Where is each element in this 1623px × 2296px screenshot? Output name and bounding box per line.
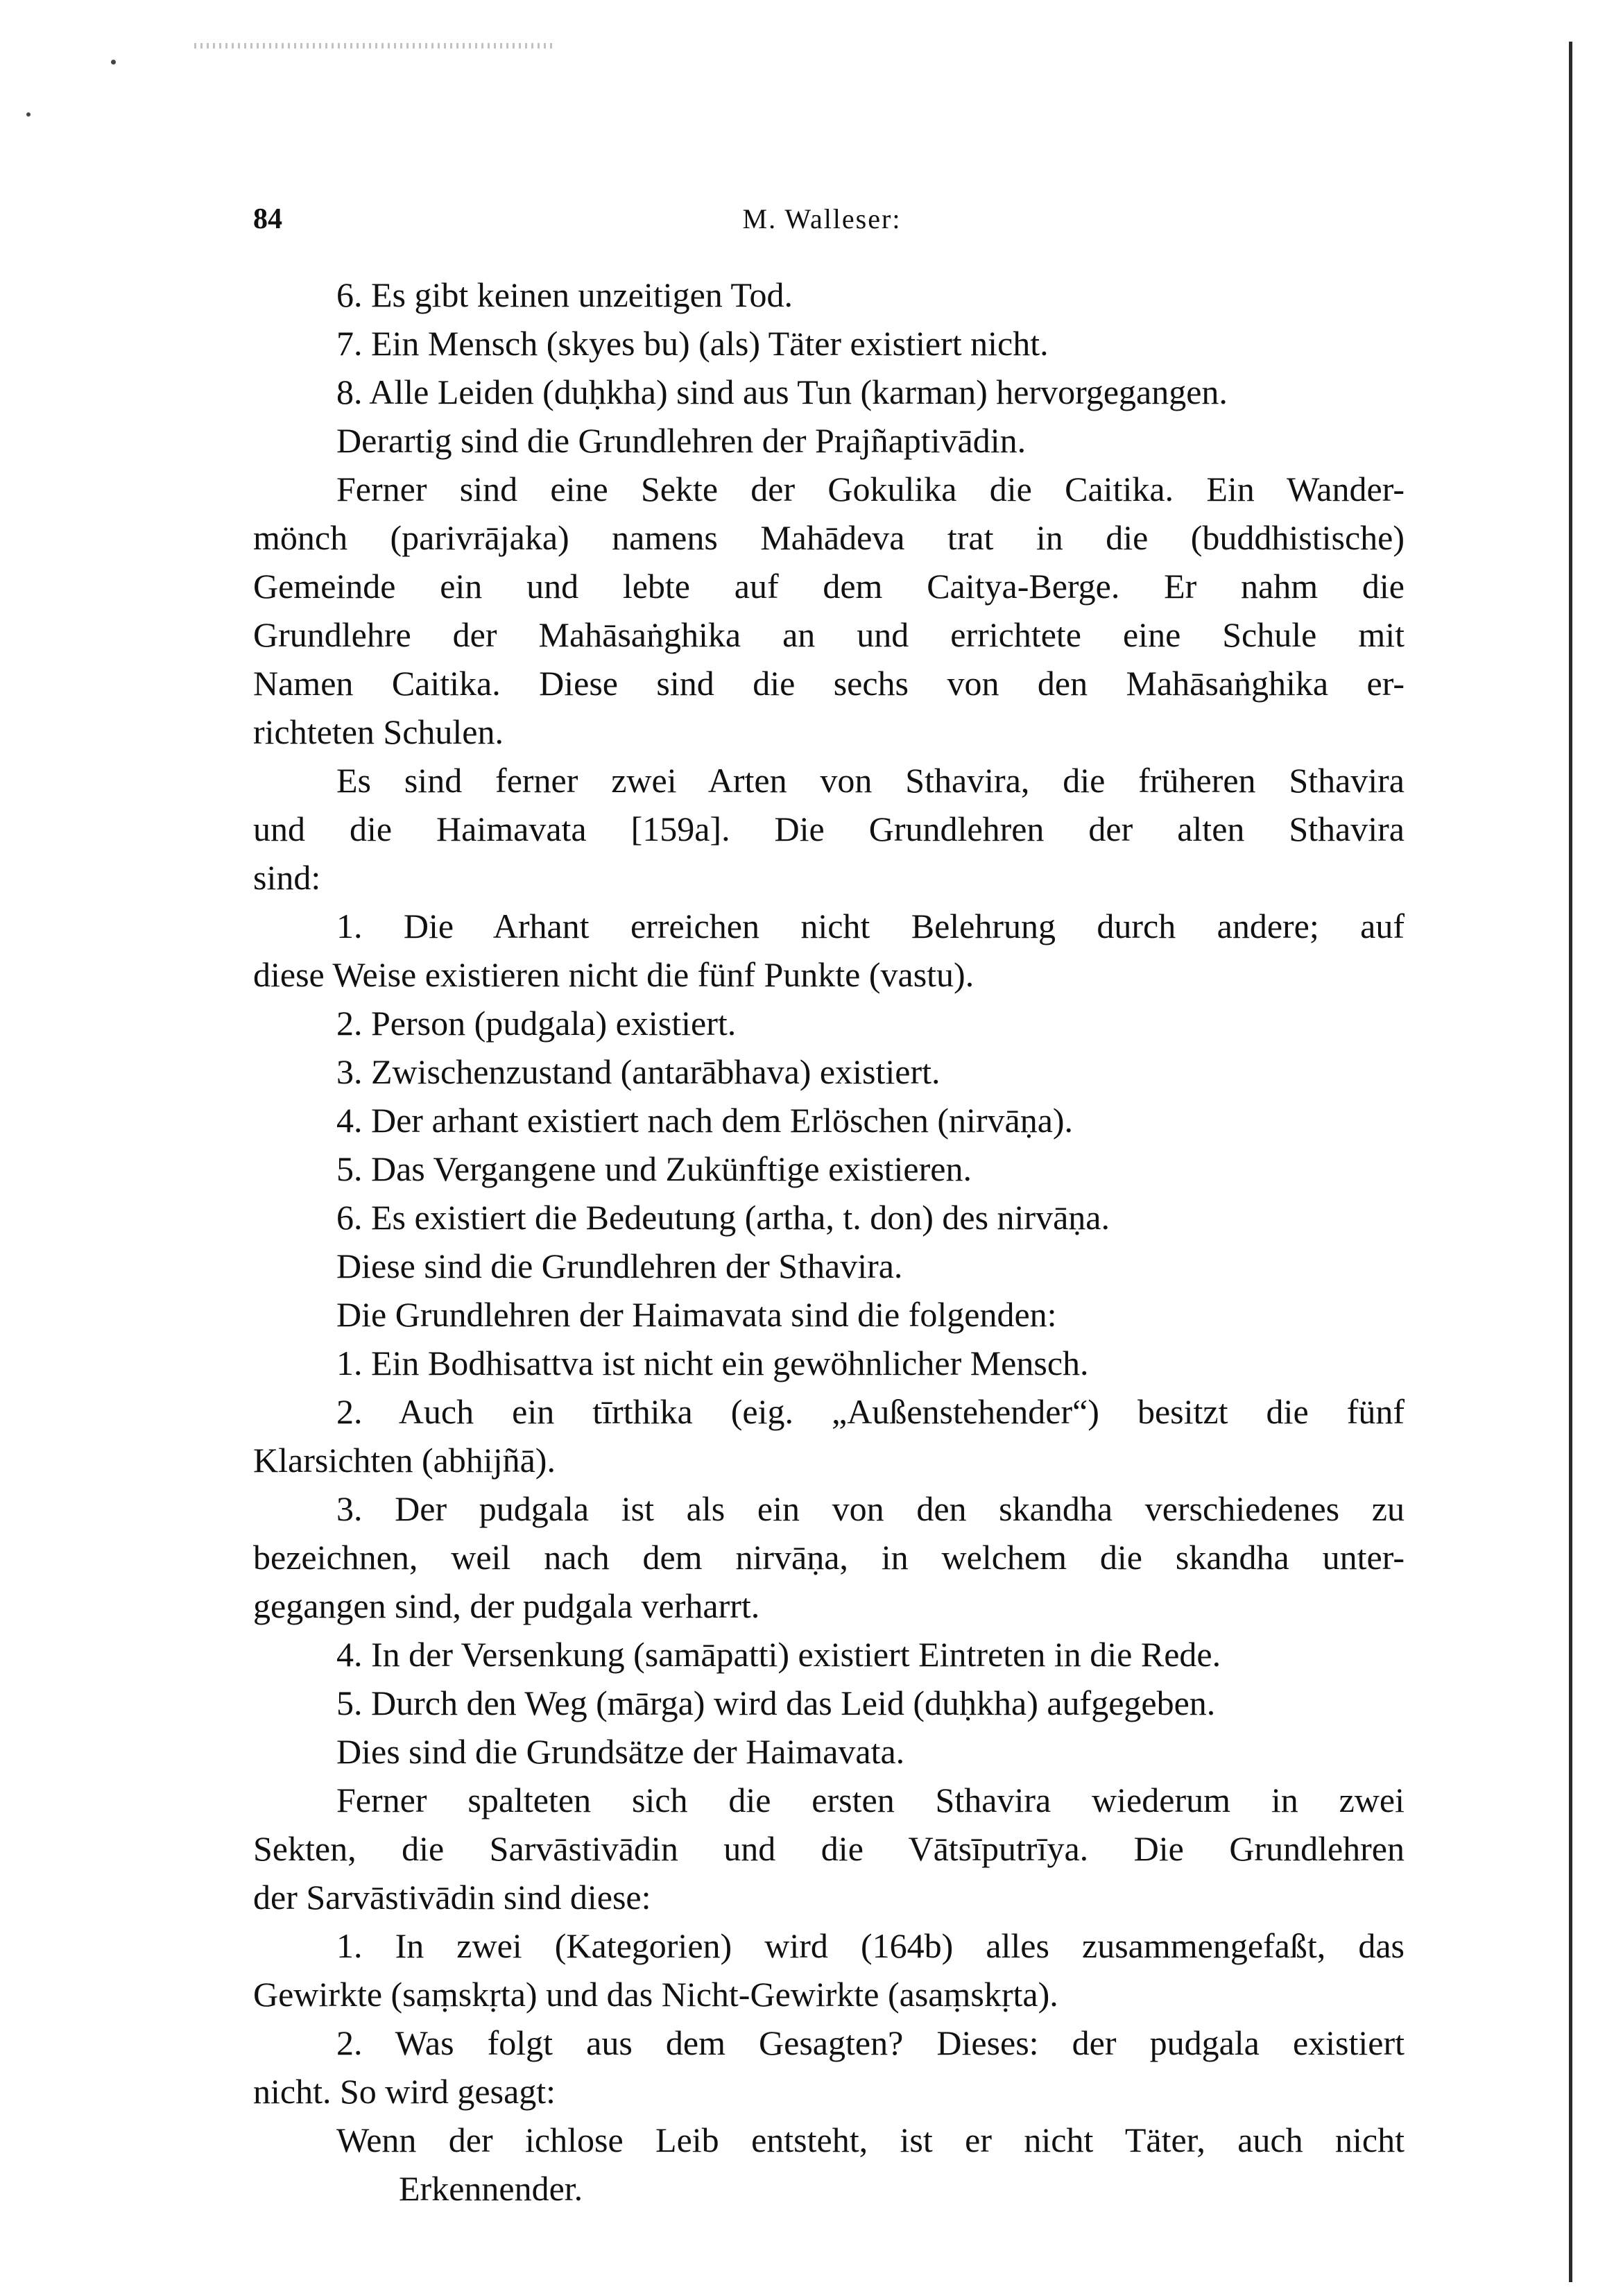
text-line: 2. Person (pudgala) existiert. — [336, 1004, 737, 1043]
text-line: 3. Zwischenzustand (antarābhava) existiert. — [336, 1052, 941, 1091]
text-line: 5. Das Vergangene und Zukünftige existieren. — [336, 1149, 972, 1188]
text-line: 6. Es existiert die Bedeutung (artha, t. don) des nirvāṇa. — [336, 1198, 1110, 1237]
text-line: Gewirkte (saṃskṛta) und das Nicht-Gewirkte (asaṃskṛta). — [253, 1975, 1058, 2014]
text-line: Klarsichten (abhijñā). — [253, 1441, 556, 1480]
text-line: Es sind ferner zwei Arten von Sthavira, die früheren Sthavira — [336, 761, 1405, 800]
scan-noise — [194, 43, 555, 49]
text-line: 1. In zwei (Kategorien) wird (164b) alles zusammengefaßt, das — [336, 1926, 1405, 1965]
text-line: Diese sind die Grundlehren der Sthavira. — [336, 1246, 903, 1285]
text-line: 1. Ein Bodhisattva ist nicht ein gewöhnlicher Mensch. — [336, 1344, 1089, 1382]
text-line: Ferner sind eine Sekte der Gokulika die Caitika. Ein Wander- — [336, 470, 1405, 508]
text-line: der Sarvāstivādin sind diese: — [253, 1878, 651, 1917]
text-line: Dies sind die Grundsätze der Haimavata. — [336, 1732, 905, 1771]
text-line: diese Weise existieren nicht die fünf Punkte (vastu). — [253, 955, 974, 994]
text-line: 2. Was folgt aus dem Gesagten? Dieses: der pudgala existiert — [336, 2023, 1405, 2062]
text-line: 5. Durch den Weg (mārga) wird das Leid (duḥkha) aufgegeben. — [336, 1684, 1216, 1722]
scan-speck — [111, 60, 116, 65]
text-line: sind: — [253, 858, 321, 897]
page-number: 84 — [253, 203, 282, 235]
text-line: Ferner spalteten sich die ersten Sthavira wiederum in zwei — [336, 1781, 1405, 1819]
text-line: richteten Schulen. — [253, 712, 504, 751]
text-line: 7. Ein Mensch (skyes bu) (als) Täter existiert nicht. — [336, 324, 1049, 363]
text-line: 4. In der Versenkung (samāpatti) existiert Eintreten in die Rede. — [336, 1635, 1221, 1674]
text-line: 8. Alle Leiden (duḥkha) sind aus Tun (karman) hervorgegangen. — [336, 372, 1228, 411]
body-text — [253, 271, 1405, 2213]
text-line: Grundlehre der Mahāsaṅghika an und errichtete eine Schule mit — [253, 615, 1405, 654]
text-line: Namen Caitika. Diese sind die sechs von den Mahāsaṅghika er- — [253, 664, 1405, 703]
scan-speck — [26, 112, 31, 117]
text-line: 2. Auch ein tīrthika (eig. „Außenstehender“) besitzt die fünf — [336, 1392, 1405, 1431]
text-line: nicht. So wird gesagt: — [253, 2072, 556, 2111]
text-line: mönch (parivrājaka) namens Mahādeva trat in die (buddhistische) — [253, 518, 1405, 557]
text-line: Sekten, die Sarvāstivādin und die Vātsīputrīya. Die Grundlehren — [253, 1829, 1405, 1868]
text-line: 6. Es gibt keinen unzeitigen Tod. — [336, 275, 793, 314]
page-header — [253, 203, 1391, 244]
text-line: 1. Die Arhant erreichen nicht Belehrung durch andere; auf — [336, 907, 1405, 945]
text-line: Gemeinde ein und lebte auf dem Caitya-Berge. Er nahm die — [253, 567, 1405, 606]
text-line: und die Haimavata [159a]. Die Grundlehren der alten Sthavira — [253, 809, 1405, 848]
text-line: gegangen sind, der pudgala verharrt. — [253, 1586, 760, 1625]
page-edge-rule — [1569, 42, 1572, 2282]
text-line: Wenn der ichlose Leib entsteht, ist er nicht Täter, auch nicht — [336, 2121, 1405, 2159]
text-line: bezeichnen, weil nach dem nirvāṇa, in welchem die skandha unter- — [253, 1538, 1405, 1577]
text-line: 3. Der pudgala ist als ein von den skandha verschiedenes zu — [336, 1489, 1405, 1528]
text-line: Derartig sind die Grundlehren der Prajñaptivādin. — [336, 421, 1027, 460]
text-line: Erkennender. — [399, 2169, 583, 2208]
running-head: M. Walleser: — [742, 203, 902, 234]
text-line: Die Grundlehren der Haimavata sind die folgenden: — [336, 1295, 1057, 1334]
text-line: 4. Der arhant existiert nach dem Erlöschen (nirvāṇa). — [336, 1101, 1074, 1140]
